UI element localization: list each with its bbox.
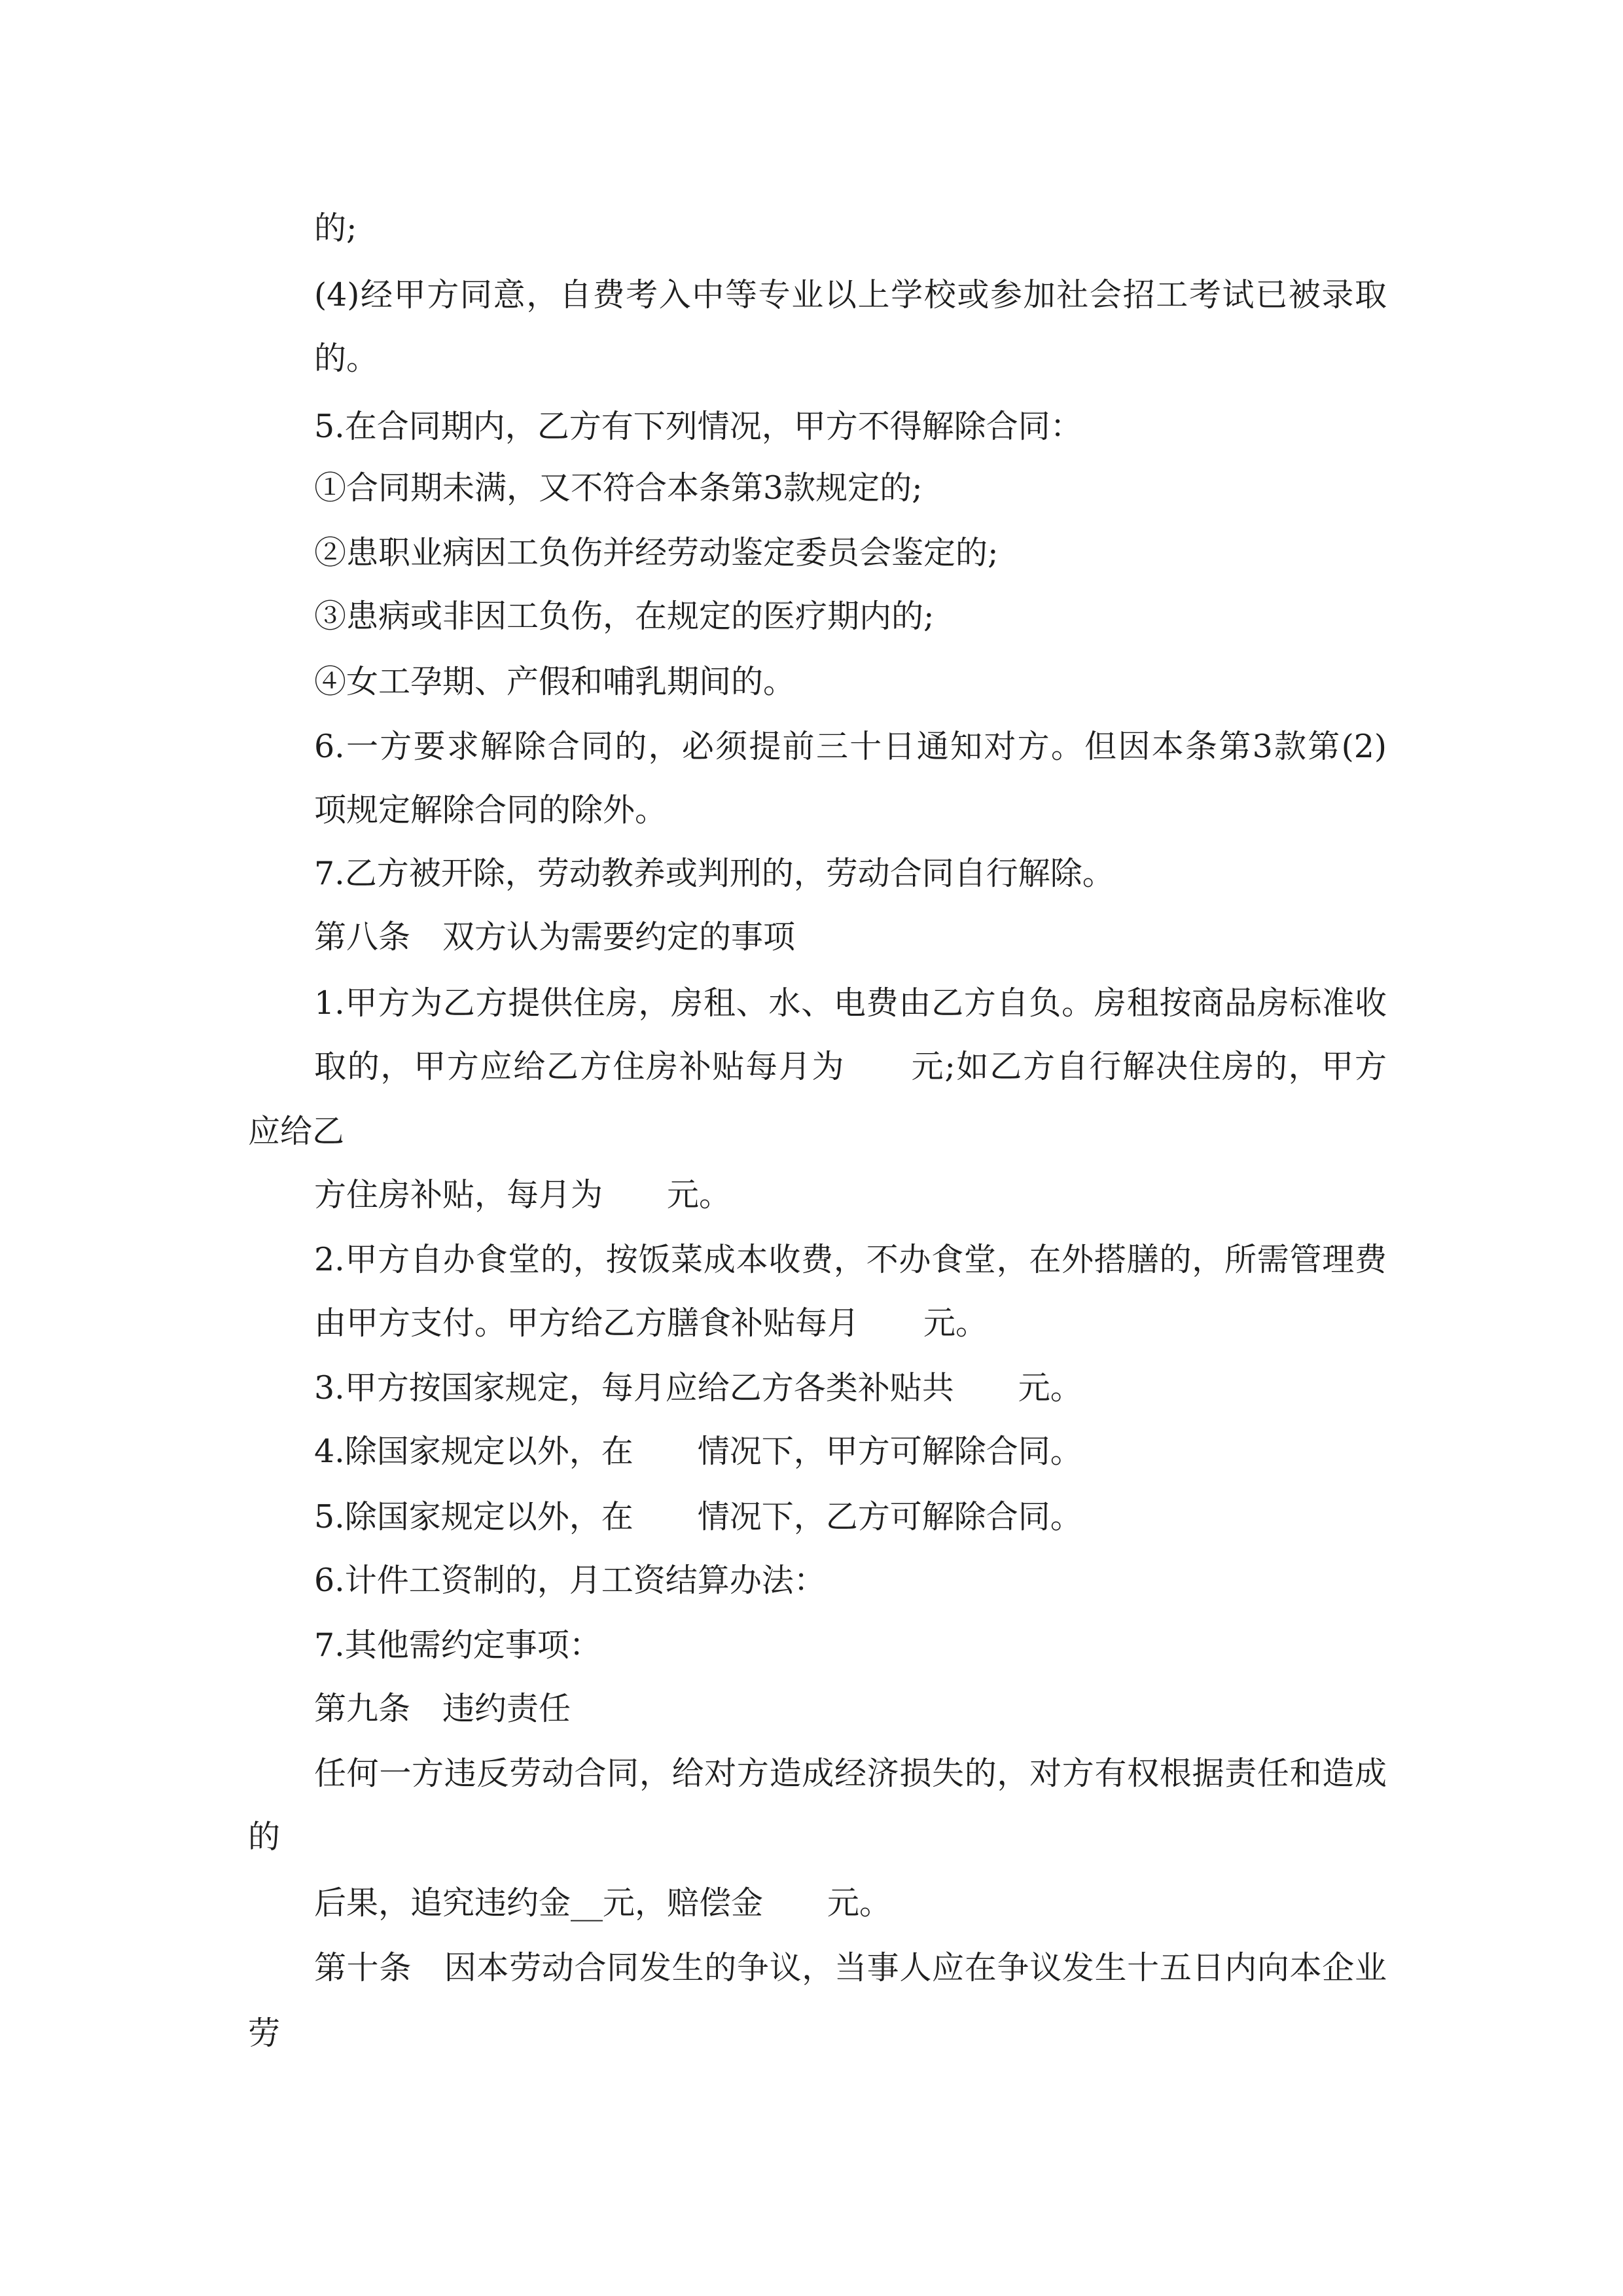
text-line: 项规定解除合同的除外。 [314, 791, 668, 829]
text-line: ①合同期未满，又不符合本条第3款规定的; [314, 469, 923, 507]
text-line: 后果，追究违约金__元，赔偿金 元。 [314, 1884, 892, 1922]
text-line: 的。 [314, 340, 379, 377]
article-heading: 第八条 双方认为需要约定的事项 [314, 918, 796, 956]
text-line: 6.一方要求解除合同的，必须提前三十日通知对方。但因本条第3款第(2) [314, 728, 1387, 765]
text-line: 方住房补贴，每月为 元。 [314, 1176, 732, 1213]
text-line: 应给乙 [248, 1113, 345, 1150]
text-line: 5.在合同期内，乙方有下列情况，甲方不得解除合同： [314, 408, 1082, 445]
text-line: ④女工孕期、产假和哺乳期间的。 [314, 663, 796, 700]
text-line: 3.甲方按国家规定，每月应给乙方各类补贴共 元。 [314, 1369, 1082, 1407]
article-heading: 第九条 违约责任 [314, 1690, 571, 1727]
text-line: 7.其他需约定事项： [314, 1626, 601, 1664]
text-line: 7.乙方被开除，劳动教养或判刑的，劳动合同自行解除。 [314, 855, 1115, 892]
text-line: 6.计件工资制的，月工资结算办法： [314, 1562, 826, 1599]
text-line: 5.除国家规定以外，在 情况下，乙方可解除合同。 [314, 1498, 1082, 1535]
text-line: 的; [314, 209, 357, 247]
text-line: 2.甲方自办食堂的，按饭菜成本收费，不办食堂，在外搭膳的，所需管理费 [314, 1241, 1387, 1278]
text-line: 1.甲方为乙方提供住房，房租、水、电费由乙方自负。房租按商品房标准收 [314, 984, 1387, 1022]
text-line: 由甲方支付。甲方给乙方膳食补贴每月 元。 [314, 1304, 988, 1342]
text-line: ②患职业病因工负伤并经劳动鉴定委员会鉴定的; [314, 534, 999, 571]
text-line: 4.除国家规定以外，在 情况下，甲方可解除合同。 [314, 1433, 1082, 1470]
text-line: 的 [248, 1818, 281, 1856]
article-heading: 第十条 因本劳动合同发生的争议，当事人应在争议发生十五日内向本企业 [314, 1949, 1387, 1986]
text-line: 取的，甲方应给乙方住房补贴每月为 元;如乙方自行解决住房的，甲方 [314, 1048, 1387, 1085]
text-line: (4)经甲方同意，自费考入中等专业以上学校或参加社会招工考试已被录取 [314, 276, 1387, 314]
text-line: 劳 [248, 2015, 281, 2052]
text-line: 任何一方违反劳动合同，给对方造成经济损失的，对方有权根据责任和造成 [314, 1755, 1387, 1792]
text-line: ③患病或非因工负伤，在规定的医疗期内的; [314, 598, 935, 635]
